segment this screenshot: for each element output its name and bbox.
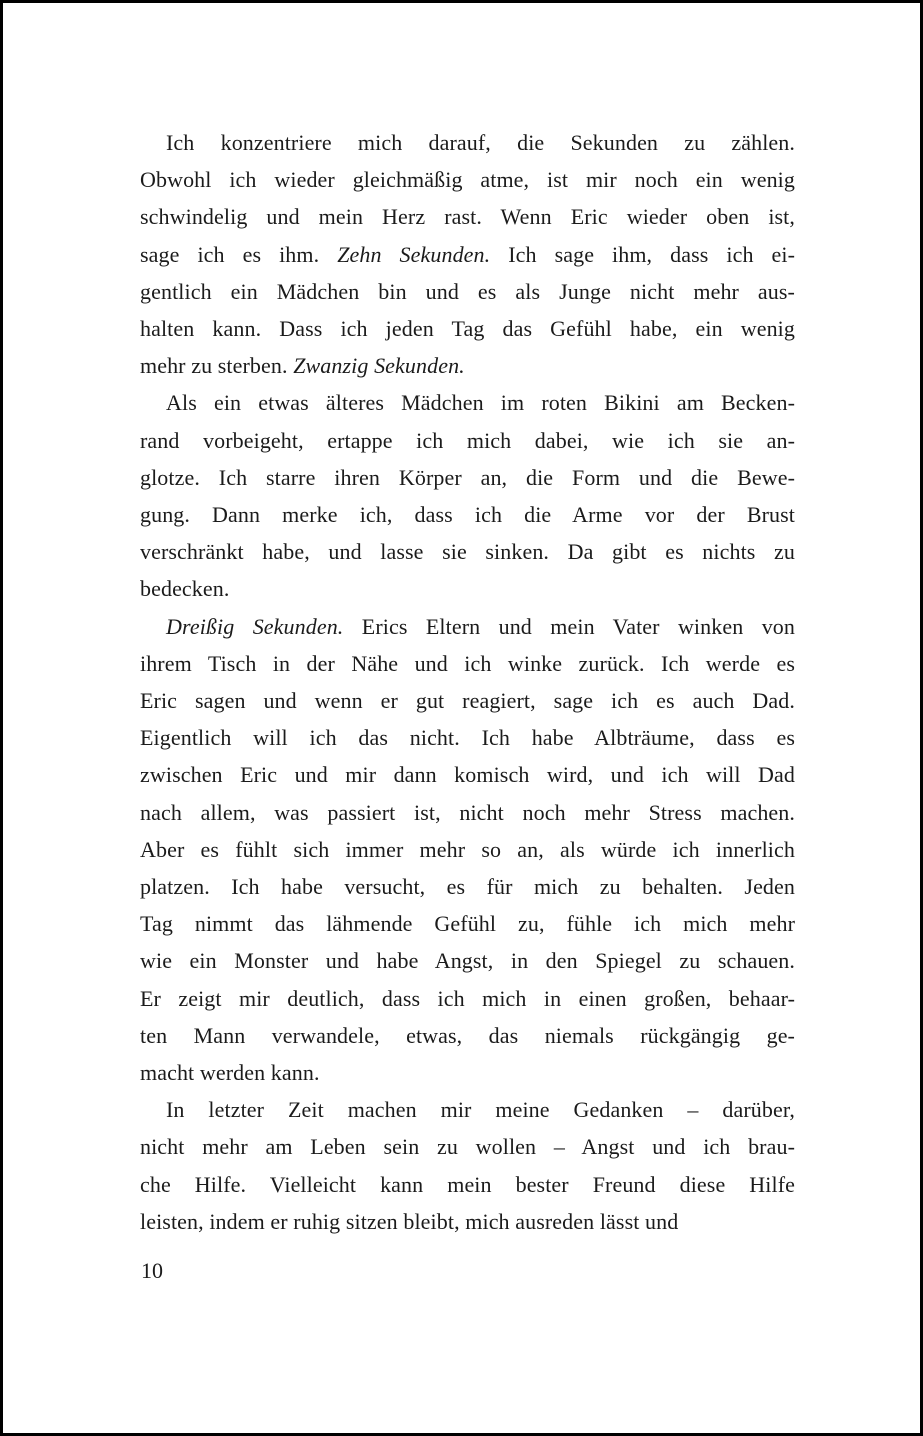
text-line: wie ein Monster und habe Angst, in den Spiegel zu schauen. (140, 948, 795, 974)
text-line: Er zeigt mir deutlich, dass ich mich in einen großen, behaar- (140, 985, 795, 1011)
text-line: leisten, indem er ruhig sitzen bleibt, mich ausreden lässt und (140, 1208, 679, 1234)
text-line: gentlich ein Mädchen bin und es als Junge nicht mehr aus- (140, 278, 795, 304)
text-line: Dreißig Sekunden. Erics Eltern und mein Vater winken von (166, 613, 795, 639)
text-line: macht werden kann. (140, 1060, 320, 1086)
text-line: Eric sagen und wenn er gut reagiert, sage ich es auch Dad. (140, 688, 795, 714)
text-line: nicht mehr am Leben sein zu wollen – Angst und ich brau- (140, 1134, 795, 1160)
text-line: mehr zu sterben. Zwanzig Sekunden. (140, 353, 465, 379)
text-line: Eigentlich will ich das nicht. Ich habe Albträume, dass es (140, 725, 795, 751)
text-line: ihrem Tisch in der Nähe und ich winke zurück. Ich werde es (140, 650, 795, 676)
paragraph (140, 124, 795, 384)
page-number: 10 (141, 1258, 163, 1283)
text-line: Aber es fühlt sich immer mehr so an, als würde ich innerlich (140, 836, 795, 862)
text-line: Obwohl ich wieder gleichmäßig atme, ist mir noch ein wenig (140, 167, 795, 193)
text-line: rand vorbeigeht, ertappe ich mich dabei, wie ich sie an- (140, 427, 795, 453)
text-line: verschränkt habe, und lasse sie sinken. Da gibt es nichts zu (140, 539, 795, 565)
text-line: zwischen Eric und mir dann komisch wird, und ich will Dad (140, 762, 795, 788)
paragraph (140, 608, 795, 1092)
text-line: nach allem, was passiert ist, nicht noch mehr Stress machen. (140, 799, 795, 825)
text-line: ten Mann verwandele, etwas, das niemals rückgängig ge- (140, 1022, 795, 1048)
paragraph (140, 384, 795, 607)
paragraph (140, 1091, 795, 1240)
text-line: Tag nimmt das lähmende Gefühl zu, fühle ich mich mehr (140, 911, 795, 937)
page-text (140, 124, 795, 1240)
text-line: gung. Dann merke ich, dass ich die Arme vor der Brust (140, 502, 795, 528)
text-line: In letzter Zeit machen mir meine Gedanken – darüber, (166, 1097, 795, 1123)
text-line: schwindelig und mein Herz rast. Wenn Eric wieder oben ist, (140, 204, 795, 230)
text-line: halten kann. Dass ich jeden Tag das Gefühl habe, ein wenig (140, 316, 795, 342)
text-line: bedecken. (140, 576, 230, 602)
text-line: che Hilfe. Vielleicht kann mein bester Freund diese Hilfe (140, 1171, 795, 1197)
text-line: sage ich es ihm. Zehn Sekunden. Ich sage ihm, dass ich ei- (140, 241, 796, 267)
text-line: Ich konzentriere mich darauf, die Sekunden zu zählen. (166, 130, 795, 155)
text-line: platzen. Ich habe versucht, es für mich zu behalten. Jeden (140, 874, 795, 900)
text-line: glotze. Ich starre ihren Körper an, die Form und die Bewe- (140, 464, 795, 490)
text-line: Als ein etwas älteres Mädchen im roten Bikini am Becken- (166, 390, 795, 416)
